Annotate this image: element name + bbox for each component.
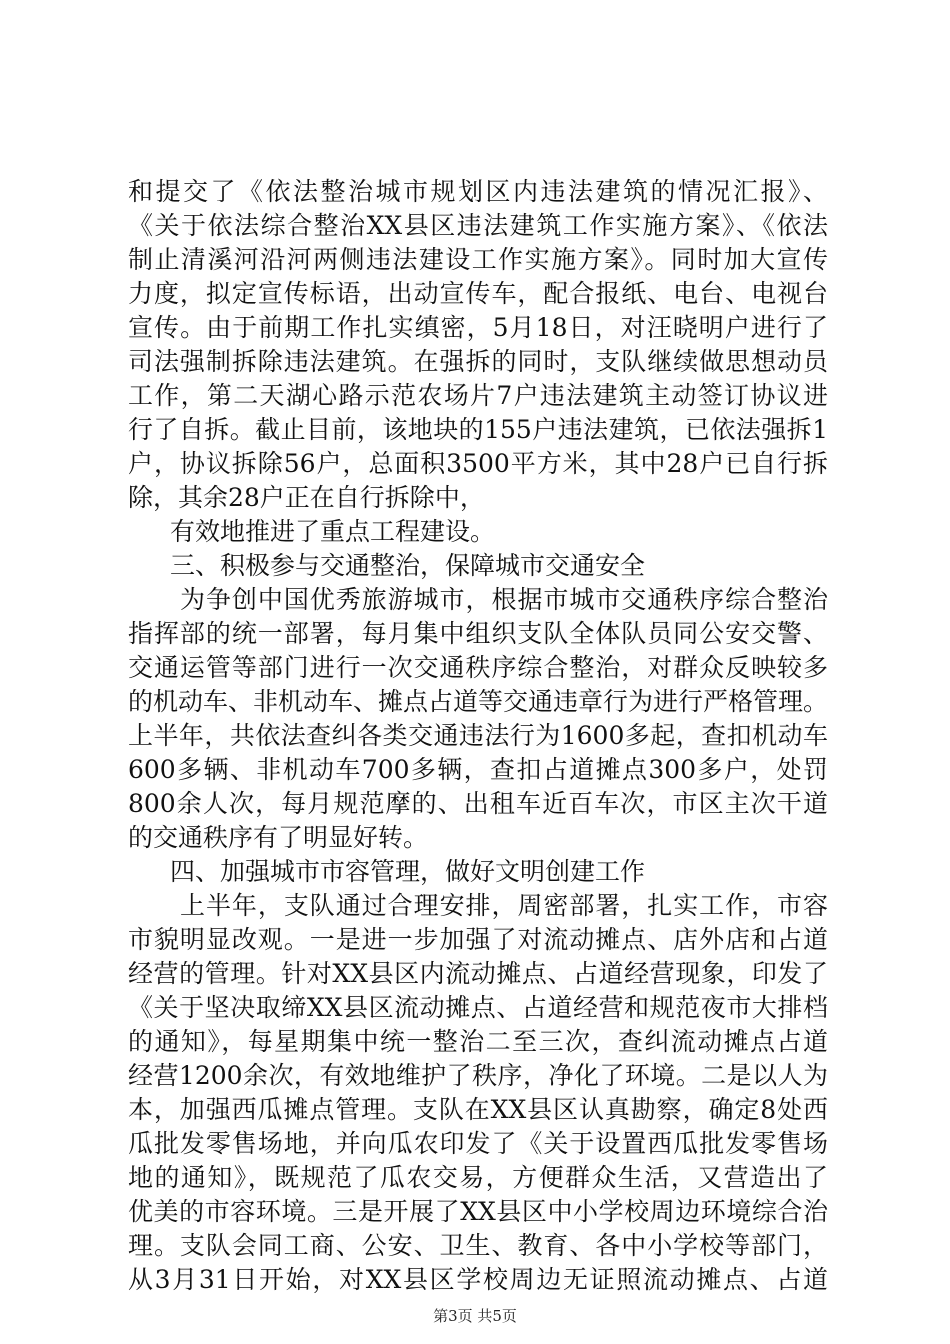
body-line: 的机动车、非机动车、摊点占道等交通违章行为进行严格管理。: [128, 687, 829, 716]
section-heading: 四、加强城市市容管理，做好文明创建工作: [170, 857, 646, 886]
body-line: 从3月31日开始，对XX县区学校周边无证照流动摊点、占道: [128, 1265, 828, 1294]
body-line: 理。支队会同工商、公安、卫生、教育、各中小学校等部门，: [128, 1231, 828, 1260]
page-footer: 第3页 共5页: [433, 1307, 517, 1325]
body-line: 《关于依法综合整治XX县区违法建筑工作实施方案》、《依法: [128, 211, 828, 240]
body-line: 优美的市容环境。三是开展了XX县区中小学校周边环境综合治: [128, 1197, 828, 1226]
body-line: 地的通知》，既规范了瓜农交易，方便群众生活，又营造出了: [128, 1163, 828, 1192]
body-line: 的交通秩序有了明显好转。: [128, 823, 429, 852]
body-line: 上半年，支队通过合理安排，周密部署，扎实工作，市容: [180, 891, 828, 920]
body-line: 《关于坚决取缔XX县区流动摊点、占道经营和规范夜市大排档: [128, 993, 828, 1022]
body-line: 上半年，共依法查纠各类交通违法行为1600多起，查扣机动车: [128, 721, 828, 750]
body-line: 工作，第二天湖心路示范农场片7户违法建筑主动签订协议进: [128, 381, 828, 410]
body-line: 经营的管理。针对XX县区内流动摊点、占道经营现象，印发了: [128, 959, 828, 988]
body-line: 行了自拆。截止目前，该地块的155户违法建筑，已依法强拆1: [128, 415, 828, 444]
body-line: 为争创中国优秀旅游城市，根据市城市交通秩序综合整治: [180, 585, 828, 614]
body-line: 宣传。由于前期工作扎实缜密，5月18日，对汪晓明户进行了: [128, 313, 828, 342]
body-line: 本，加强西瓜摊点管理。支队在XX县区认真勘察，确定8处西: [128, 1095, 828, 1124]
body-line: 和提交了《依法整治城市规划区内违法建筑的情况汇报》、: [128, 177, 828, 206]
body-line: 瓜批发零售场地，并向瓜农印发了《关于设置西瓜批发零售场: [128, 1129, 828, 1158]
section-heading: 三、积极参与交通整治，保障城市交通安全: [170, 551, 646, 580]
body-line: 的通知》，每星期集中统一整治二至三次，查纠流动摊点占道: [128, 1027, 828, 1056]
body-line: 除，其余28户正在自行拆除中，: [128, 483, 485, 512]
body-line: 司法强制拆除违法建筑。在强拆的同时，支队继续做思想动员: [128, 347, 828, 376]
body-line: 经营1200余次，有效地维护了秩序，净化了环境。二是以人为: [128, 1061, 828, 1090]
body-line: 有效地推进了重点工程建设。: [170, 517, 496, 546]
body-line: 指挥部的统一部署，每月集中组织支队全体队员同公安交警、: [128, 619, 828, 648]
body-line: 800余人次，每月规范摩的、出租车近百车次，市区主次干道: [128, 789, 828, 818]
body-line: 600多辆、非机动车700多辆，查扣占道摊点300多户，处罚: [128, 755, 828, 784]
body-line: 户，协议拆除56户，总面积3500平方米，其中28户已自行拆: [128, 449, 828, 478]
body-line: 交通运管等部门进行一次交通秩序综合整治，对群众反映较多: [128, 653, 828, 682]
body-line: 市貌明显改观。一是进一步加强了对流动摊点、店外店和占道: [128, 925, 828, 954]
body-line: 制止清溪河沿河两侧违法建设工作实施方案》。同时加大宣传: [128, 245, 828, 274]
body-line: 力度，拟定宣传标语，出动宣传车，配合报纸、电台、电视台: [128, 279, 828, 308]
